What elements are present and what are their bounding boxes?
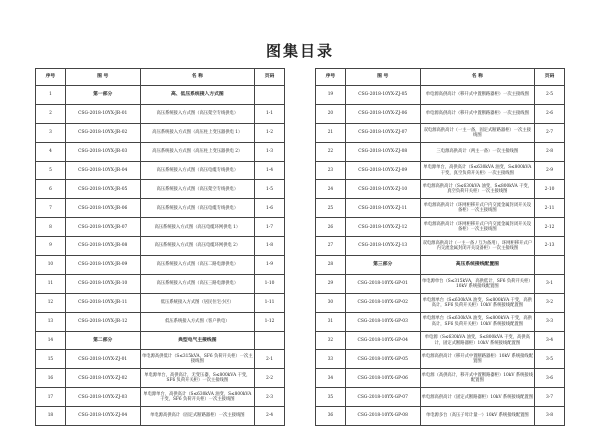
row-code: CSG-2018-10YX-JR-10	[65, 274, 140, 293]
row-name: 单电源高供高计（移开式中置断路器柜）10kV 系统接线配置图	[420, 350, 535, 369]
row-seq: 3	[36, 123, 66, 142]
row-code: CSG-2018-10YX-ZJ-01	[65, 350, 140, 369]
row-code: CSG-2018-10YX-JR-11	[65, 293, 140, 312]
row-code: CSG-2018-10YX-ZJ-03	[65, 388, 140, 407]
row-code: CSG-2018-10YX-JR-01	[65, 104, 140, 123]
row-seq: 12	[36, 293, 66, 312]
row-code: CSG-2018-10YX-JR-08	[65, 237, 140, 256]
row-seq: 25	[316, 199, 346, 218]
row-code: CSG-2018-10YX-ZJ-02	[65, 369, 140, 388]
row-seq: 17	[36, 388, 66, 407]
row-page: 1-7	[255, 218, 285, 237]
row-code: 第三部分	[345, 256, 420, 275]
table-row	[316, 331, 565, 350]
row-name: 高压系统接入方式图（高压电缆环网供电 1）	[140, 218, 255, 237]
row-seq: 4	[36, 142, 66, 161]
row-name: 高压系统接入方式图（高压柱上变压器供电 2）	[140, 142, 255, 161]
table-row	[316, 312, 565, 331]
row-code: CSG-2018-10YX-ZJ-07	[345, 123, 420, 142]
row-page: 2-4	[255, 407, 285, 426]
row-seq: 30	[316, 293, 346, 312]
row-code: CSG-2018-10YX-JR-07	[65, 218, 140, 237]
table-row	[316, 369, 565, 388]
row-seq: 16	[36, 369, 66, 388]
row-page: 1-11	[255, 293, 285, 312]
row-name: 单电源高供高计（移开式中置断路器柜）一次主接线图	[420, 104, 535, 123]
table-row	[36, 312, 285, 331]
row-page: 1-5	[255, 180, 285, 199]
row-name: 单电源单台（S≤315kVA，高供低计，SF6 负荷开关柜）10kV 系统接线配置图	[420, 274, 535, 293]
row-name: 高压系统接入方式图（高压电缆环网供电 2）	[140, 237, 255, 256]
row-page: 3-2	[535, 293, 565, 312]
row-page: 2-8	[535, 142, 565, 161]
row-seq: 9	[36, 237, 66, 256]
table-row	[316, 350, 565, 369]
row-page: 2-5	[535, 86, 565, 105]
row-code: CSG-2018-10YX-GP-03	[345, 312, 420, 331]
table-row	[36, 388, 285, 407]
table-header-row	[316, 69, 565, 86]
row-seq: 24	[316, 180, 346, 199]
row-seq: 21	[316, 123, 346, 142]
row-page: 3-3	[535, 312, 565, 331]
table-row	[36, 407, 285, 426]
row-page: 3-4	[535, 331, 565, 350]
row-name: 高压系统接入方式图（高压三路电源供电）	[140, 274, 255, 293]
row-seq: 13	[36, 312, 66, 331]
header-page: 页码	[255, 69, 285, 86]
row-seq: 35	[316, 388, 346, 407]
row-name: 单电源（S≤630kVA 油变，S≤800kVA 干变，高供高计，固定式断路器柜）10kV 系统接线配置图	[420, 331, 535, 350]
row-code: CSG-2018-10YX-GP-04	[345, 331, 420, 350]
row-code: CSG-2018-10YX-JR-09	[65, 256, 140, 275]
header-seq: 序号	[36, 69, 66, 86]
table-row	[36, 104, 285, 123]
table-row	[36, 350, 285, 369]
row-name: 单电源单台，高供高计（S≤630kVA 油变，S≤800kVA 干变，SF6 负荷开关柜）一次主接线图	[140, 388, 255, 407]
row-page: 1-8	[255, 237, 285, 256]
row-code: CSG-2018-10YX-ZJ-08	[345, 142, 420, 161]
row-name: 低压系统接入方式图（客户供电）	[140, 312, 255, 331]
row-code: CSG-2018-10YX-ZJ-11	[345, 199, 420, 218]
row-code: CSG-2018-10YX-ZJ-12	[345, 218, 420, 237]
row-name: 三电源高供高计（两主一备）一次主接线图	[420, 142, 535, 161]
row-code: CSG-2018-10YX-GP-07	[345, 388, 420, 407]
row-page: 1-1	[255, 104, 285, 123]
catalog-table-right	[315, 68, 565, 426]
row-code: CSG-2018-10YX-JR-04	[65, 161, 140, 180]
row-code: CSG-2018-10YX-GP-02	[345, 293, 420, 312]
row-seq: 23	[316, 161, 346, 180]
row-code: CSG-2018-10YX-GP-01	[345, 274, 420, 293]
row-name: 单电源（高供高计，移开式中置断路器柜）10kV 系统接线配置图	[420, 369, 535, 388]
table-row	[36, 123, 285, 142]
row-code: CSG-2018-10YX-JR-03	[65, 142, 140, 161]
table-row	[36, 142, 285, 161]
row-code: CSG-2018-10YX-GP-06	[345, 369, 420, 388]
row-code: CSG-2018-10YX-ZJ-09	[345, 161, 420, 180]
row-seq: 2	[36, 104, 66, 123]
table-row	[316, 180, 565, 199]
row-seq: 29	[316, 274, 346, 293]
row-name: 高压系统接入方式图（高压柱上变压器供电 1）	[140, 123, 255, 142]
row-name: 单电源高供高计（S≤630kVA 油变，S≤800kVA 干变，真空负荷开关柜）一次主接线图	[420, 180, 535, 199]
row-name: 高压系统接入方式图（高压电缆专线供电）	[140, 199, 255, 218]
row-seq: 19	[316, 86, 346, 105]
row-name: 单电源单台（S≤630kVA 油变，S≤800kVA 干变，高供高计，SF6 负荷开关柜）10kV 系统接线配置图	[420, 293, 535, 312]
row-name: 单电源高供高计（环网柜移开式户内交流金属封闭开关设备柜）一次主接线图	[420, 218, 535, 237]
row-page: 3-8	[535, 407, 565, 426]
table-row	[36, 161, 285, 180]
row-name: 单电源高供高计（固定式断路器柜）一次主接线图	[140, 407, 255, 426]
row-page: 1-2	[255, 123, 285, 142]
table-row	[316, 256, 565, 275]
table-header-row	[36, 69, 285, 86]
row-name: 高压系统接入方式图（高压二路电源供电）	[140, 256, 255, 275]
row-name: 低压系统接入方式图（居民住宅小区）	[140, 293, 255, 312]
header-name: 名 称	[140, 69, 255, 86]
row-seq: 20	[316, 104, 346, 123]
table-row	[316, 142, 565, 161]
row-page: 2-11	[535, 199, 565, 218]
row-page: 1-3	[255, 142, 285, 161]
row-seq: 14	[36, 331, 66, 350]
row-name: 单电源高供高计（移开式中置断路器柜）一次主接线图	[420, 86, 535, 105]
table-row	[316, 293, 565, 312]
row-code: CSG-2018-10YX-ZJ-05	[345, 86, 420, 105]
row-seq: 1	[36, 86, 66, 105]
header-seq: 序号	[316, 69, 346, 86]
row-page: 2-2	[255, 369, 285, 388]
row-page: 2-10	[535, 180, 565, 199]
table-row	[316, 388, 565, 407]
row-name: 单电源多台（高压子母计量一）10kV 系统接线配置图	[420, 407, 535, 426]
row-page: 1-6	[255, 199, 285, 218]
table-row	[36, 199, 285, 218]
row-name: 单电源单台（S≤630kVA 油变，S≤800kVA 干变，高供高计，SF6 负荷开关柜）10kV 系统接线配置图	[420, 312, 535, 331]
row-page: 2-7	[535, 123, 565, 142]
table-row	[36, 86, 285, 105]
table-row	[36, 331, 285, 350]
row-name: 高压系统接入方式图（高压电缆专线供电）	[140, 161, 255, 180]
table-row	[316, 199, 565, 218]
row-seq: 11	[36, 274, 66, 293]
row-name: 双电源高供高计（一主一备，固定式断路器柜）一次主接线图	[420, 123, 535, 142]
row-code: CSG-2018-10YX-JR-05	[65, 180, 140, 199]
row-seq: 31	[316, 312, 346, 331]
table-row	[316, 407, 565, 426]
row-code: CSG-2018-10YX-ZJ-10	[345, 180, 420, 199]
table-row	[36, 369, 285, 388]
header-code: 图 号	[65, 69, 140, 86]
row-page: 1-4	[255, 161, 285, 180]
row-page: 2-13	[535, 237, 565, 256]
row-page: 2-6	[535, 104, 565, 123]
row-code: CSG-2018-10YX-GP-05	[345, 350, 420, 369]
row-name: 高压系统接入方式图（高压架空专线供电）	[140, 104, 255, 123]
row-code: 第二部分	[65, 331, 140, 350]
row-name: 高压系统接线配置图	[420, 256, 535, 275]
row-name: 单电源高供低计（S≤315kVA，SF6 负荷开关柜）一次主接线图	[140, 350, 255, 369]
table-row	[36, 274, 285, 293]
page-title: 图集目录	[265, 42, 334, 60]
row-seq: 15	[36, 350, 66, 369]
table-row	[316, 274, 565, 293]
table-row	[36, 180, 285, 199]
table-row	[316, 237, 565, 256]
table-row	[316, 104, 565, 123]
row-code: 第一部分	[65, 86, 140, 105]
table-row	[36, 256, 285, 275]
row-page: 1-10	[255, 274, 285, 293]
row-code: CSG-2018-10YX-JR-12	[65, 312, 140, 331]
row-page: 2-1	[255, 350, 285, 369]
row-seq: 10	[36, 256, 66, 275]
row-page	[535, 256, 565, 275]
row-page: 2-12	[535, 218, 565, 237]
row-name: 单电源单台，高供高计（S≤630kVA 油变，S≤800kVA 干变，真空负荷开关柜）一次主接线图	[420, 161, 535, 180]
table-row	[316, 218, 565, 237]
row-seq: 5	[36, 161, 66, 180]
row-seq: 18	[36, 407, 66, 426]
row-page: 3-7	[535, 388, 565, 407]
header-code: 图 号	[345, 69, 420, 86]
table-row	[316, 86, 565, 105]
row-code: CSG-2018-10YX-JR-06	[65, 199, 140, 218]
row-page: 3-6	[535, 369, 565, 388]
row-code: CSG-2018-10YX-JR-02	[65, 123, 140, 142]
row-name: 高、低压系统接入方式图	[140, 86, 255, 105]
row-page: 2-9	[535, 161, 565, 180]
row-code: CSG-2018-10YX-ZJ-13	[345, 237, 420, 256]
header-name: 名 称	[420, 69, 535, 86]
table-row	[36, 218, 285, 237]
row-seq: 26	[316, 218, 346, 237]
row-seq: 36	[316, 407, 346, 426]
row-name: 典型电气主接线图	[140, 331, 255, 350]
row-page: 1-12	[255, 312, 285, 331]
row-code: CSG-2018-10YX-ZJ-04	[65, 407, 140, 426]
row-name: 单电源高供高计（环网柜移开式户内交流金属封闭开关设备柜）一次主接线图	[420, 199, 535, 218]
row-code: CSG-2018-10YX-ZJ-06	[345, 104, 420, 123]
table-row	[316, 123, 565, 142]
row-seq: 7	[36, 199, 66, 218]
header-page: 页码	[535, 69, 565, 86]
table-row	[36, 293, 285, 312]
row-seq: 22	[316, 142, 346, 161]
row-seq: 8	[36, 218, 66, 237]
row-name: 高压系统接入方式图（高压架空专线供电）	[140, 180, 255, 199]
row-seq: 27	[316, 237, 346, 256]
row-page	[255, 86, 285, 105]
table-row	[36, 237, 285, 256]
row-seq: 34	[316, 369, 346, 388]
row-seq: 6	[36, 180, 66, 199]
row-name: 单电源高供高计（固定式断路器柜）10kV 系统接线配置图	[420, 388, 535, 407]
row-name: 双电源高供高计（一主一备 / 互为备用），环网柜移开式户内交流金属封闭开关设备柜）一次主接线图	[420, 237, 535, 256]
row-page: 3-5	[535, 350, 565, 369]
catalog-table-left	[35, 68, 285, 426]
row-page	[255, 331, 285, 350]
table-row	[316, 161, 565, 180]
row-seq: 33	[316, 350, 346, 369]
row-page: 3-1	[535, 274, 565, 293]
row-name: 单电源单台，高供高计，无变压器，S≤800kVA 干变，SF6 负荷开关柜）一次主接线图	[140, 369, 255, 388]
row-page: 2-3	[255, 388, 285, 407]
row-code: CSG-2018-10YX-GP-08	[345, 407, 420, 426]
row-page: 1-9	[255, 256, 285, 275]
row-seq: 28	[316, 256, 346, 275]
row-seq: 32	[316, 331, 346, 350]
